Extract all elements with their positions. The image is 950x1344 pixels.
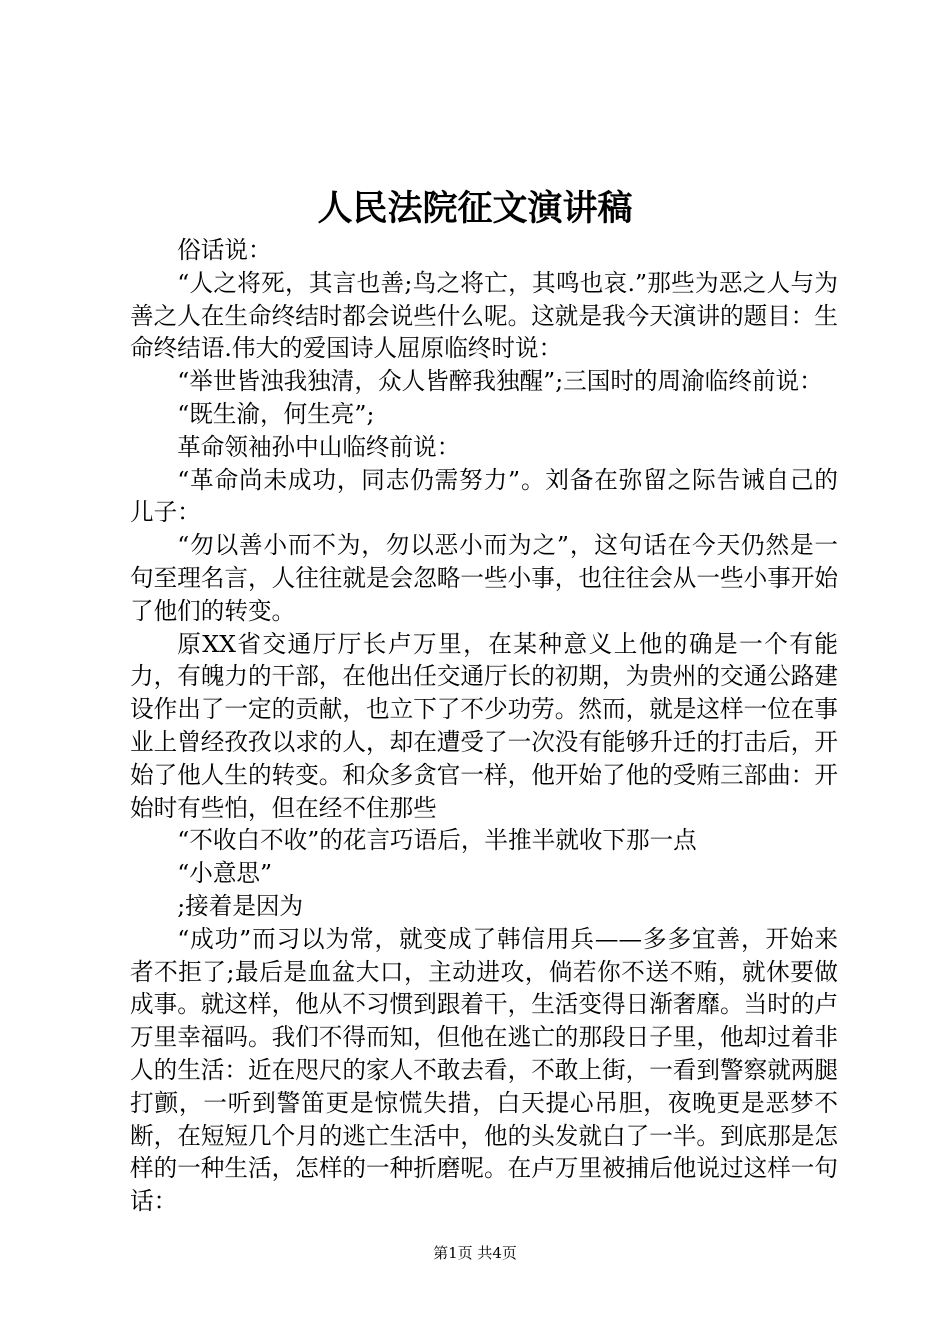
paragraph: 俗话说： — [177, 236, 272, 264]
paragraph: “革命尚未成功，同志仍需努力”。刘备在弥留之际告诫自己的儿子： — [130, 465, 838, 527]
paragraph: “不收白不收”的花言巧语后，半推半就收下那一点 — [177, 826, 697, 855]
paragraph: 革命领袖孙中山临终前说： — [177, 432, 461, 461]
paragraph: ;接着是因为 — [177, 891, 304, 920]
paragraph: “成功”而习以为常，就变成了韩信用兵——多多宜善，开始来者不拒了;最后是血盆大口，主动进攻，倘若你不送不贿，就休要做成事。就这样，他从不习惯到跟着干，生活变得日渐奢靡。当时的卢万里幸福吗。我们不得而知，但他在逃亡的那段日子里，他却过着非人的生活：近在咫尺的家人不敢去看，不敢上街，一看到警察就两腿打颤，一听到警笛更是惊慌失措，白天提心吊胆，夜晚更是恶梦不断，在短短几个月的逃亡生活中，他的头发就白了一半。到底那是怎样的一种生活，怎样的一种折磨呢。在卢万里被捕后他说过这样一句话： — [130, 924, 838, 1216]
page-footer: 第1页 共4页 — [433, 1244, 517, 1262]
paragraph: 原XX省交通厅厅长卢万里，在某种意义上他的确是一个有能力，有魄力的干部，在他出任交通厅长的初期，为贵州的交通公路建设作出了一定的贡献，也立下了不少功劳。然而，就是这样一位在事业上曾经孜孜以求的人，却在遭受了一次没有能够升迁的打击后，开始了他人生的转变。和众多贪官一样，他开始了他的受贿三部曲：开始时有些怕，但在经不住那些 — [130, 629, 838, 822]
paragraph: “既生渝，何生亮”; — [177, 399, 375, 428]
paragraph: “举世皆浊我独清，众人皆醉我独醒”;三国时的周渝临终前说： — [177, 367, 823, 396]
paragraph: “小意思” — [177, 859, 273, 888]
document-title: 人民法院征文演讲稿 — [317, 188, 633, 229]
paragraph: “勿以善小而不为，勿以恶小而为之”，这句话在今天仍然是一句至理名言，人往往就是会忽略一些小事，也往往会从一些小事开始了他们的转变。 — [130, 531, 838, 625]
document-body — [130, 234, 838, 1218]
paragraph: “人之将死，其言也善;鸟之将亡，其鸣也哀.”那些为恶之人与为善之人在生命终结时都会说些什么呢。这就是我今天演讲的题目：生命终结语.伟大的爱国诗人屈原临终时说： — [130, 268, 838, 363]
